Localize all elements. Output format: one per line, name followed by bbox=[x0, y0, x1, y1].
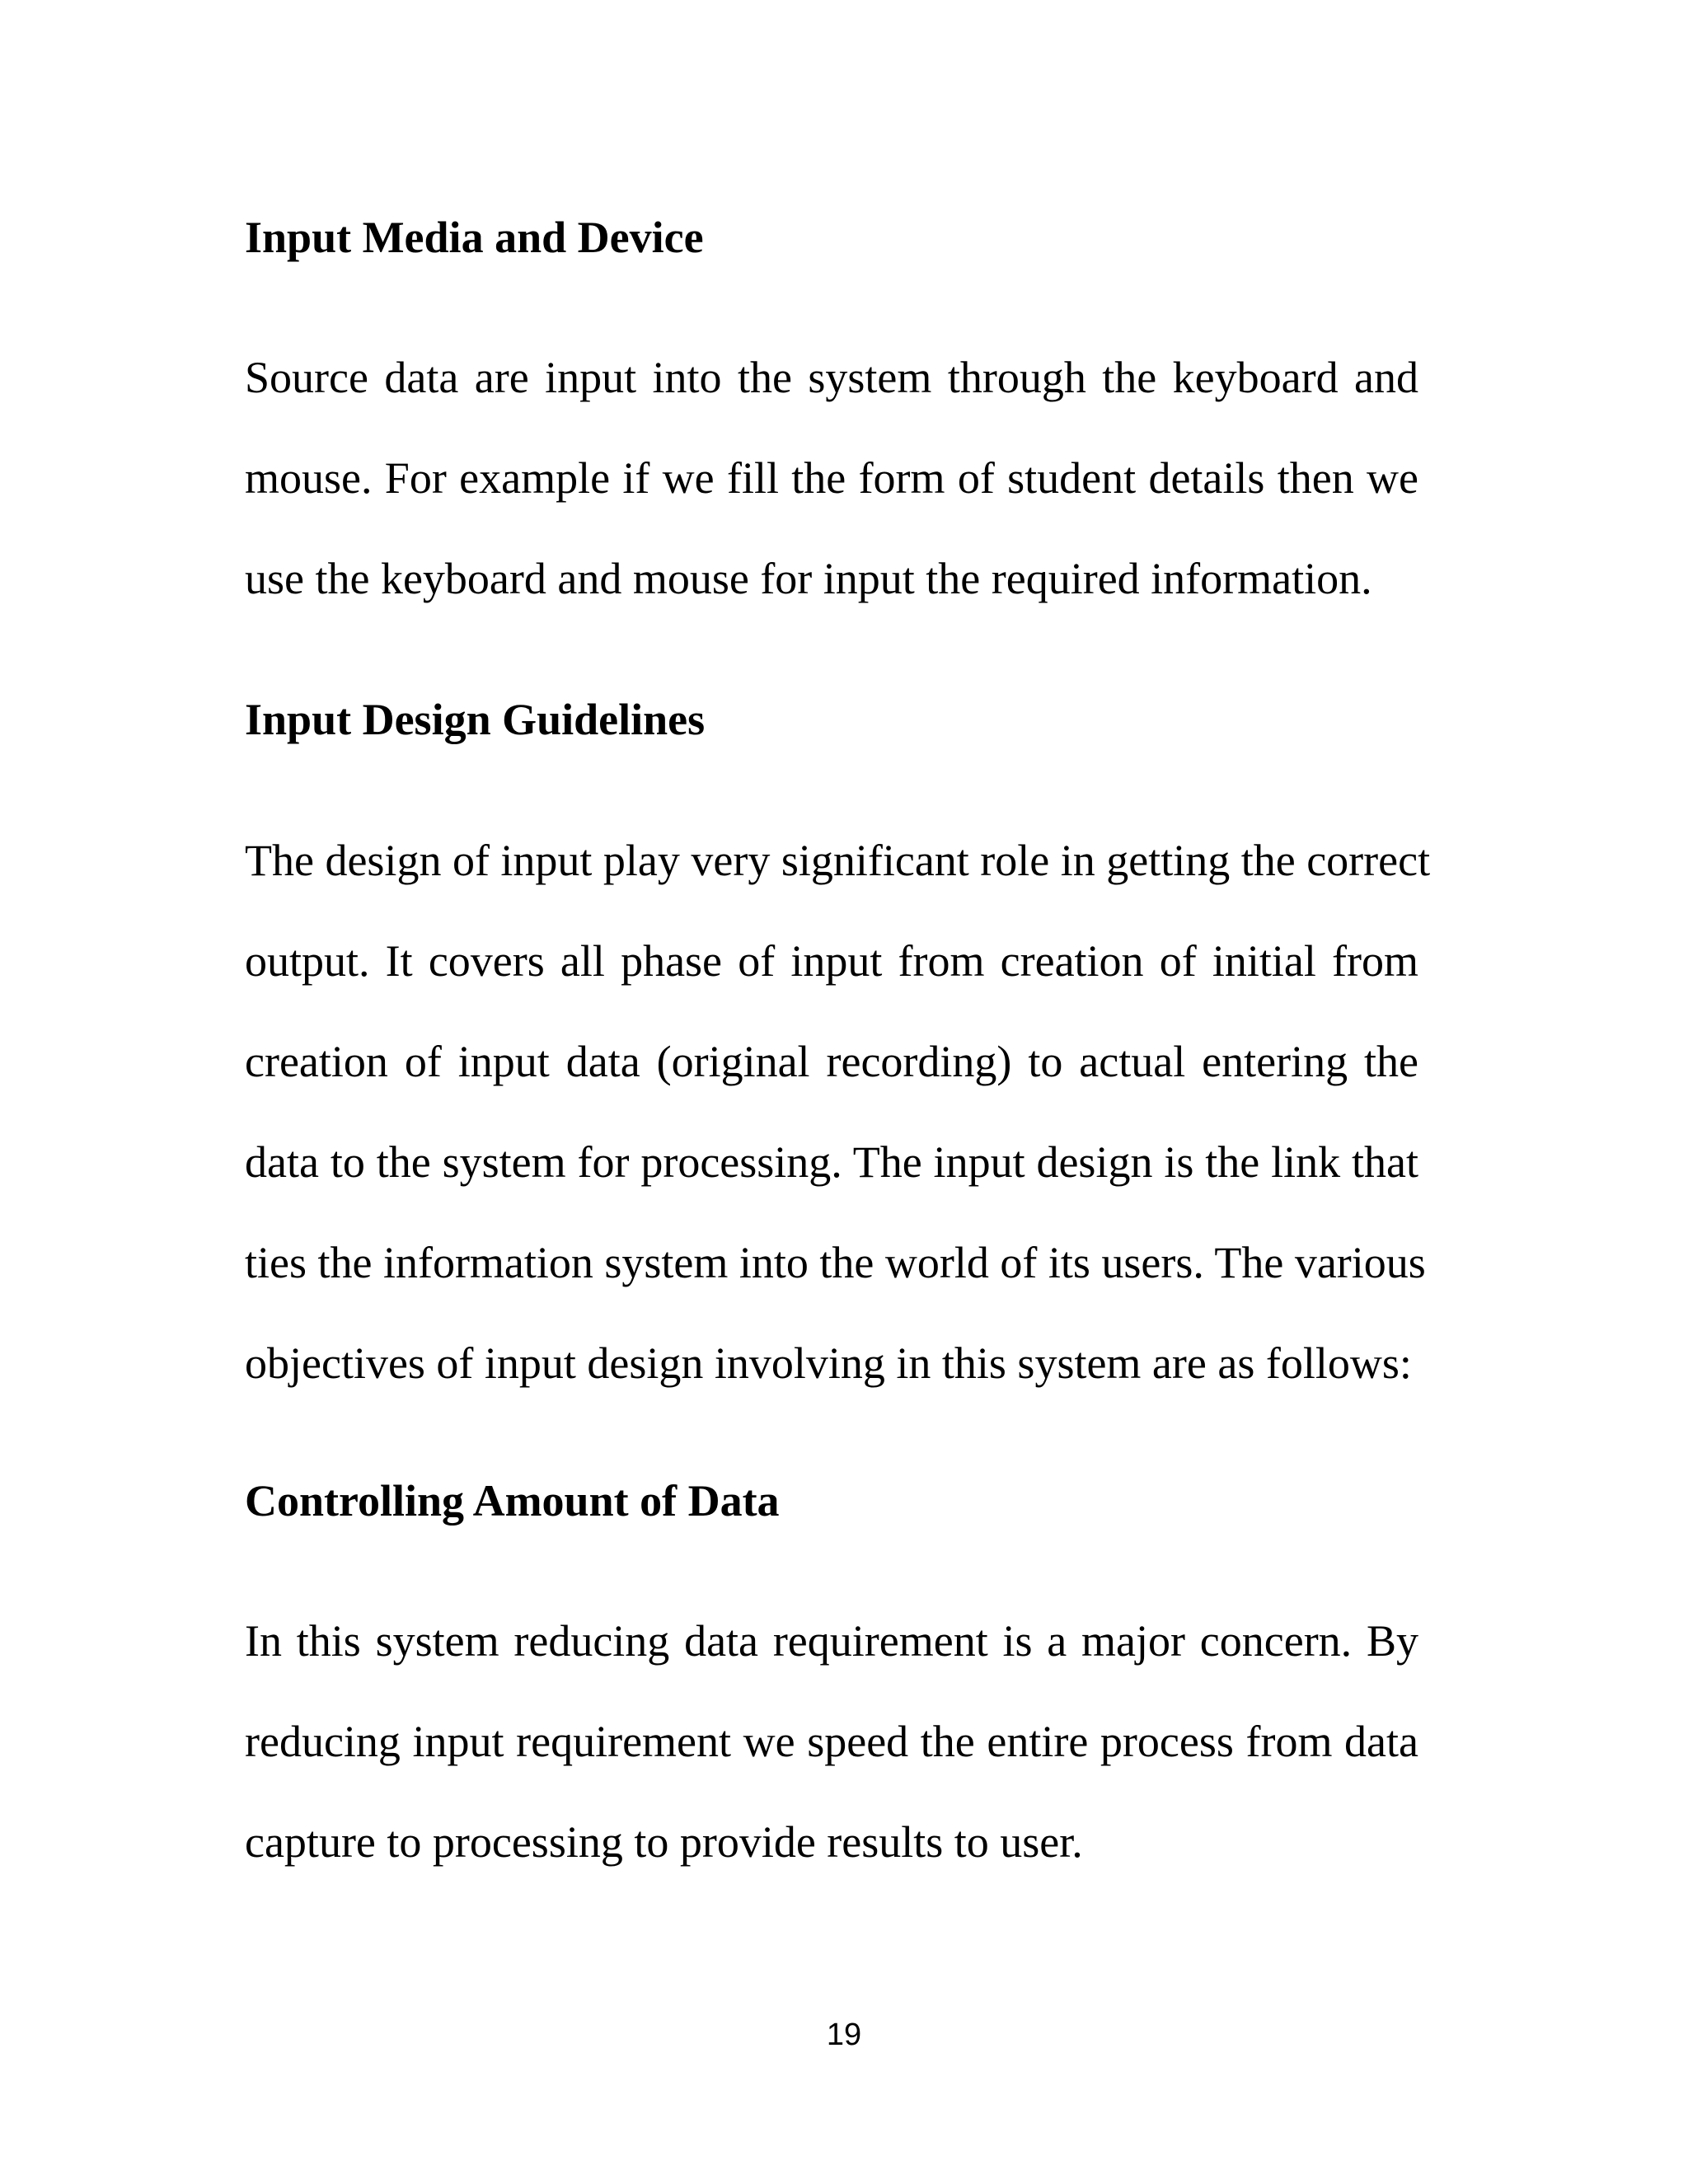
paragraph-line: use the keyboard and mouse for input the required information. bbox=[245, 554, 1372, 603]
paragraph-line: creation of input data (original recording) to actual entering the bbox=[245, 1037, 1418, 1086]
paragraph-input-media bbox=[245, 327, 1418, 629]
section-heading-input-design-guidelines: Input Design Guidelines bbox=[245, 695, 706, 744]
paragraph-line: mouse. For example if we fill the form of student details then we bbox=[245, 453, 1418, 503]
paragraph-line: capture to processing to provide results to user. bbox=[245, 1817, 1083, 1867]
paragraph-line: Source data are input into the system through the keyboard and bbox=[245, 353, 1418, 402]
paragraph-input-design-guidelines bbox=[245, 810, 1431, 1413]
paragraph-line: output. It covers all phase of input from creation of initial from bbox=[245, 936, 1418, 986]
paragraph-line: reducing input requirement we speed the entire process from data bbox=[245, 1717, 1418, 1766]
paragraph-line: objectives of input design involving in this system are as follows: bbox=[245, 1338, 1412, 1388]
section-heading-controlling-amount-of-data: Controlling Amount of Data bbox=[245, 1476, 780, 1526]
paragraph-line: data to the system for processing. The input design is the link that bbox=[245, 1137, 1418, 1187]
paragraph-controlling-amount-of-data bbox=[245, 1591, 1418, 1892]
paragraph-line: In this system reducing data requirement is a major concern. By bbox=[245, 1616, 1418, 1666]
section-heading-input-media: Input Media and Device bbox=[245, 213, 704, 262]
paragraph-line: The design of input play very significant role in getting the correct bbox=[245, 836, 1431, 885]
page-number: 19 bbox=[826, 2018, 862, 2052]
paragraph-line: ties the information system into the world of its users. The various bbox=[245, 1238, 1426, 1287]
